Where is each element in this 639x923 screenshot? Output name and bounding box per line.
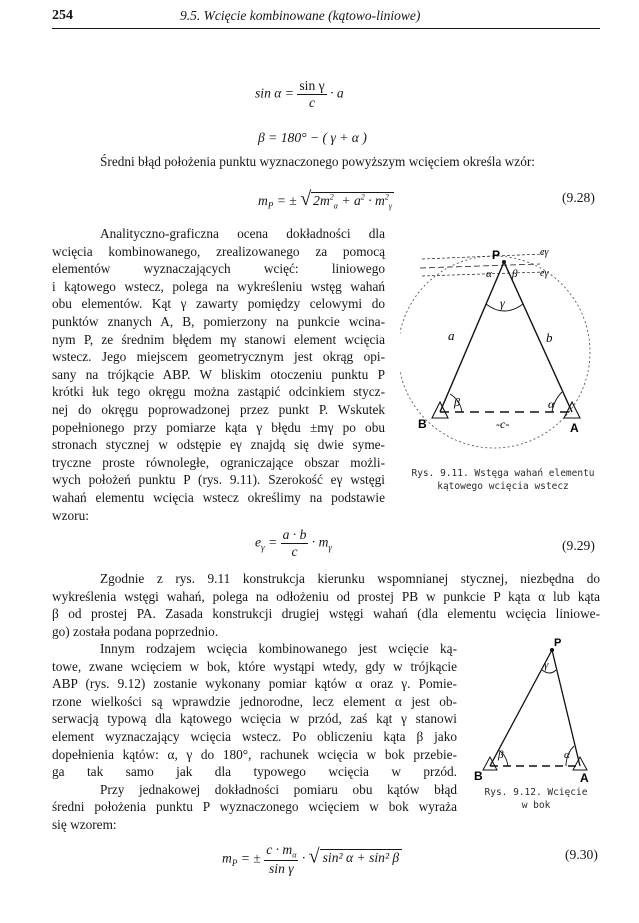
text-line: Zgodnie z rys. 9.11 konstrukcja kierunku wspomnianej stycznej, niezbędna do — [100, 571, 600, 586]
label-gamma: γ — [500, 296, 505, 310]
intro-text: Średni błąd położenia punktu wyznaczonego powyższym wcięciem określa wzór: — [100, 154, 535, 169]
text-line: towe, zwane wcięciem w bok, które wystąpi wtedy, gdy w trójkącie — [52, 658, 457, 674]
text-line: wykreślenia wstęgi wahań, polega na odłożeniu od prostej PB w punkcie P kąta α lub kąta — [52, 588, 600, 604]
label-gamma-912: γ — [544, 659, 549, 671]
text-line: dopełnienia kątów: α, γ do 180°, rachunek wcięcia w bok przebie- — [52, 746, 457, 762]
paragraph-1 — [52, 225, 385, 524]
text-line: obu elementów. Kąt γ zawarty pomiędzy celowymi do — [52, 296, 385, 312]
text-line: się wzorem: — [52, 816, 117, 832]
band-line-upper — [422, 254, 544, 259]
text-line: serwacją typową dla kątowego wcięcia w przód, zaś kąt γ stanowi — [52, 711, 457, 727]
figure-9-12 — [468, 634, 598, 784]
label-beta-top: β — [512, 268, 518, 280]
label-beta: β — [454, 395, 460, 409]
label-b: b — [546, 330, 553, 345]
text-line: go) została podana poprzednio. — [52, 623, 219, 639]
text-line: stronach stycznej w odstępie eγ znajdą się dwie syme- — [52, 437, 385, 453]
text-line: krótki łuk tego okręgu można zastąpić odcinkiem stycz- — [52, 384, 385, 400]
tangent-line — [420, 264, 540, 268]
text-line: wcięcia kombinowanego, zrealizowanego za pomocą — [52, 243, 385, 259]
text-line: punktów znanych A, B, pomierzony na punkcie wcina- — [52, 313, 385, 329]
label-P: P — [492, 248, 501, 262]
station-B — [432, 402, 448, 418]
text-line: wstecz. Jego miejscem geometrycznym jest okrąg opi- — [52, 349, 385, 365]
label-e-upper: eγ — [540, 247, 549, 258]
text-line: tryczne proste równoległe, ograniczające obszar możli- — [52, 454, 385, 470]
label-alpha-912: α — [564, 749, 570, 761]
text-line: popełnionego przy pomiarze kąta γ błędu ±mγ po obu — [52, 419, 385, 435]
text-line: Przy jednakowej dokładności pomiaru obu kątów błąd — [100, 781, 457, 797]
text-line: wahań elementu wcięcia wstecz określimy na podstawie — [52, 489, 385, 505]
text-line: i kątowego wstecz, polega na wykreśleniu wstęg wahań — [52, 278, 385, 294]
station-B-912 — [483, 757, 497, 770]
text-line: element wyznaczający wcięcia wstecz. Po obliczeniu kąta β jako — [52, 728, 457, 744]
equation-sin-alpha: sin α = $\frac{\text{sin γ}}{c}$ · a — [255, 78, 344, 110]
equation-9-28: $m_P$ = ± √ $2m^2_\alpha + a^2 \cdot m^2_\gamma$ — [258, 188, 392, 211]
text-line: rzone wielkości są wprawdzie jednorodne, lecz element α jest ob- — [52, 693, 457, 709]
text-line: Analityczno-graficzna ocena dokładności dla — [100, 226, 385, 241]
figure-9-11-caption: Rys. 9.11. Wstęga wahań elementu kątowego wcięcia wstecz — [411, 468, 595, 492]
equation-number-9-29: (9.29) — [562, 538, 595, 553]
text-line: ga tak samo jak dla typowego wcięcia w przód. — [52, 764, 457, 780]
point-P — [502, 260, 506, 264]
equation-9-30: $m_P$ = ± $\frac{c \cdot m_\alpha}{\text{sin γ}}$ · √ sin² α + sin² β — [222, 842, 402, 877]
label-e-lower: eγ — [540, 268, 549, 279]
paragraph-3 — [52, 640, 457, 834]
label-alpha: α — [548, 397, 555, 411]
text-line: β od prostej PA. Zasada konstrukcji drugiej wstęgi wahań (dla elementu wcięcia liniowe- — [52, 606, 600, 622]
label-a: a — [448, 328, 455, 343]
label-alpha-top: α — [486, 268, 492, 280]
text-line: Innym rodzajem wcięcia kombinowanego jest wcięcie ką- — [100, 641, 457, 656]
equation-number-9-28: (9.28) — [562, 190, 595, 205]
header-rule — [52, 28, 600, 29]
label-A: A — [570, 421, 579, 435]
page-number: 254 — [52, 8, 73, 23]
equation-beta: β = 180° − ( γ + α ) — [258, 130, 367, 145]
figure-9-12-caption: Rys. 9.12. Wcięcie w bok — [484, 787, 588, 811]
paragraph-2 — [52, 570, 600, 640]
text-line: średni położenia punktu P wyznaczonego wcięciem w bok wyraża — [52, 799, 457, 815]
figure-9-11 — [400, 232, 610, 457]
text-line: sany na trójkącie ABP. W bliskim otoczeniu punktu P — [52, 366, 385, 382]
text-line: nej do okręgu poprowadzonej przez punkt P. Wskutek — [52, 401, 385, 417]
label-c: -c- — [496, 417, 510, 431]
text-line: wzoru: — [52, 507, 89, 523]
label-B: B — [418, 417, 427, 431]
label-B-912: B — [474, 769, 483, 783]
running-header: 9.5. Wcięcie kombinowane (kątowo-liniowe) — [180, 8, 421, 23]
text-line: wych położeń punktu P (rys. 9.11). Szerokość eγ wstęgi — [52, 472, 385, 488]
label-A-912: A — [580, 771, 589, 784]
text-line: elementów wyznaczających wcięć: liniowego — [52, 261, 385, 277]
equation-number-9-30: (9.30) — [565, 847, 598, 862]
label-P-912: P — [554, 637, 562, 649]
band-line-lower — [422, 272, 544, 276]
equation-9-29: $e_\gamma$ = $\frac{a \cdot b}{c}$ · $m_\gamma$ — [255, 527, 332, 559]
text-line: nym P, ze średnim błędem mγ stanowi element wcięcia — [52, 331, 385, 347]
text-line: ABP (rys. 9.12) zostanie wykonany pomiar kątów α oraz γ. Pomie- — [52, 676, 457, 692]
label-beta-912: β — [498, 749, 504, 761]
